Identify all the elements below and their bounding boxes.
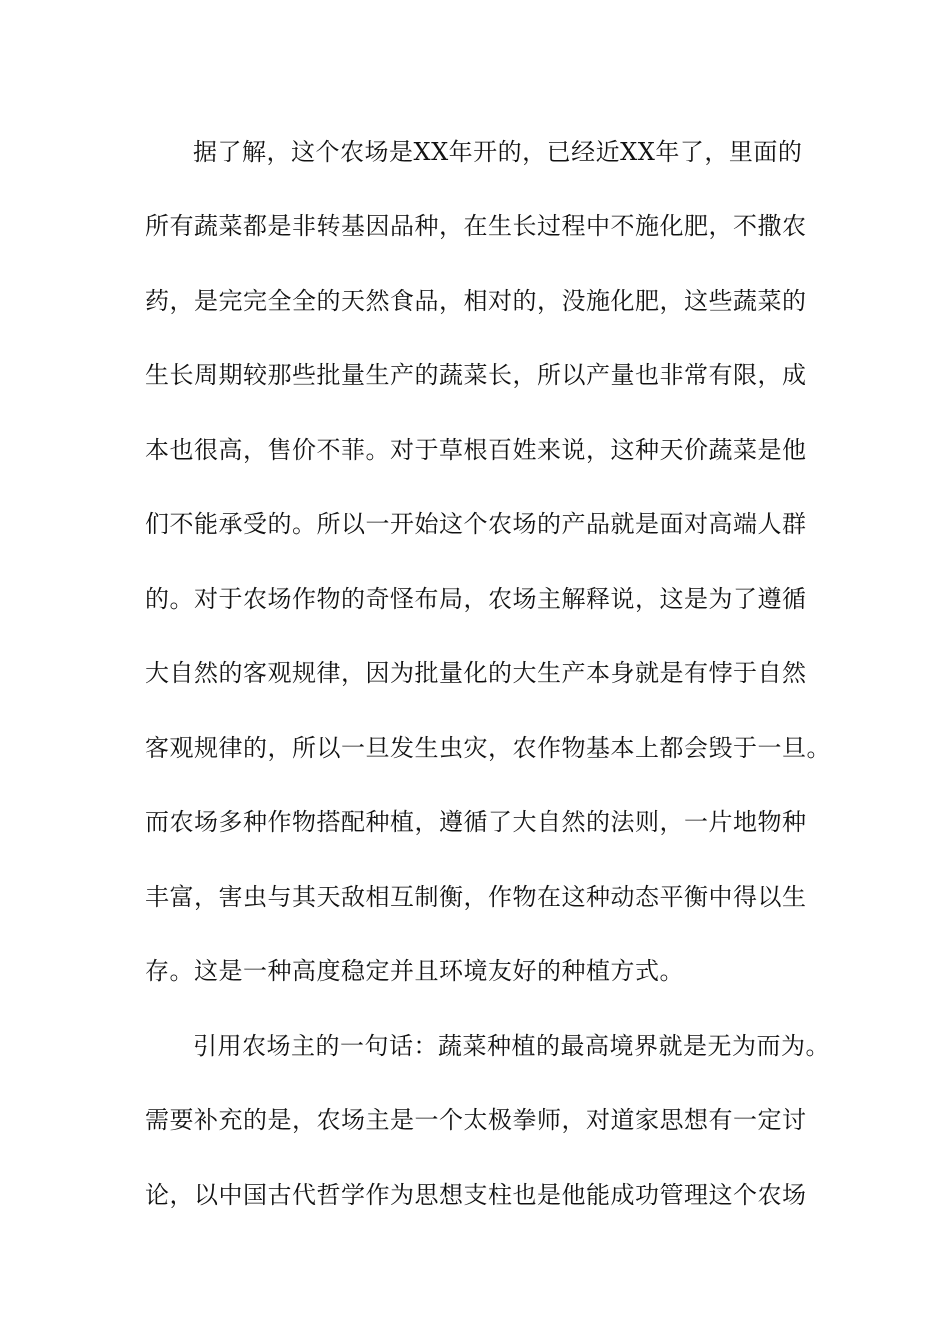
paragraph-1-line-4: 生长周期较那些批量生产的蔬菜长，所以产量也非常有限，成 bbox=[145, 361, 807, 389]
paragraph-1-line-9: 客观规律的，所以一旦发生虫灾，农作物基本上都会毁于一旦。 bbox=[145, 734, 831, 762]
paragraph-1-line-12: 存。这是一种高度稳定并且环境友好的种植方式。 bbox=[145, 957, 684, 985]
paragraph-1-line-7: 的。对于农场作物的奇怪布局，农场主解释说，这是为了遵循 bbox=[145, 585, 807, 613]
paragraph-1-line-8: 大自然的客观规律，因为批量化的大生产本身就是有悖于自然 bbox=[145, 659, 807, 687]
paragraph-1-line-10: 而农场多种作物搭配种植，遵循了大自然的法则，一片地物种 bbox=[145, 808, 807, 836]
paragraph-1-line-11: 丰富，害虫与其天敌相互制衡，作物在这种动态平衡中得以生 bbox=[145, 883, 807, 911]
paragraph-1-line-3: 药，是完完全全的天然食品，相对的，没施化肥，这些蔬菜的 bbox=[145, 287, 807, 315]
paragraph-1-line-2: 所有蔬菜都是非转基因品种，在生长过程中不施化肥，不撒农 bbox=[145, 212, 807, 240]
paragraph-2-line-3: 论，以中国古代哲学作为思想支柱也是他能成功管理这个农场 bbox=[145, 1181, 807, 1209]
paragraph-1-line-1: 据了解，这个农场是XX年开的，已经近XX年了，里面的 bbox=[193, 138, 803, 166]
paragraph-2-line-1: 引用农场主的一句话：蔬菜种植的最高境界就是无为而为。 bbox=[193, 1032, 830, 1060]
paragraph-1-line-5: 本也很高，售价不菲。对于草根百姓来说，这种天价蔬菜是他 bbox=[145, 436, 807, 464]
paragraph-2-line-2: 需要补充的是，农场主是一个太极拳师，对道家思想有一定讨 bbox=[145, 1106, 807, 1134]
paragraph-1-line-6: 们不能承受的。所以一开始这个农场的产品就是面对高端人群 bbox=[145, 510, 807, 538]
